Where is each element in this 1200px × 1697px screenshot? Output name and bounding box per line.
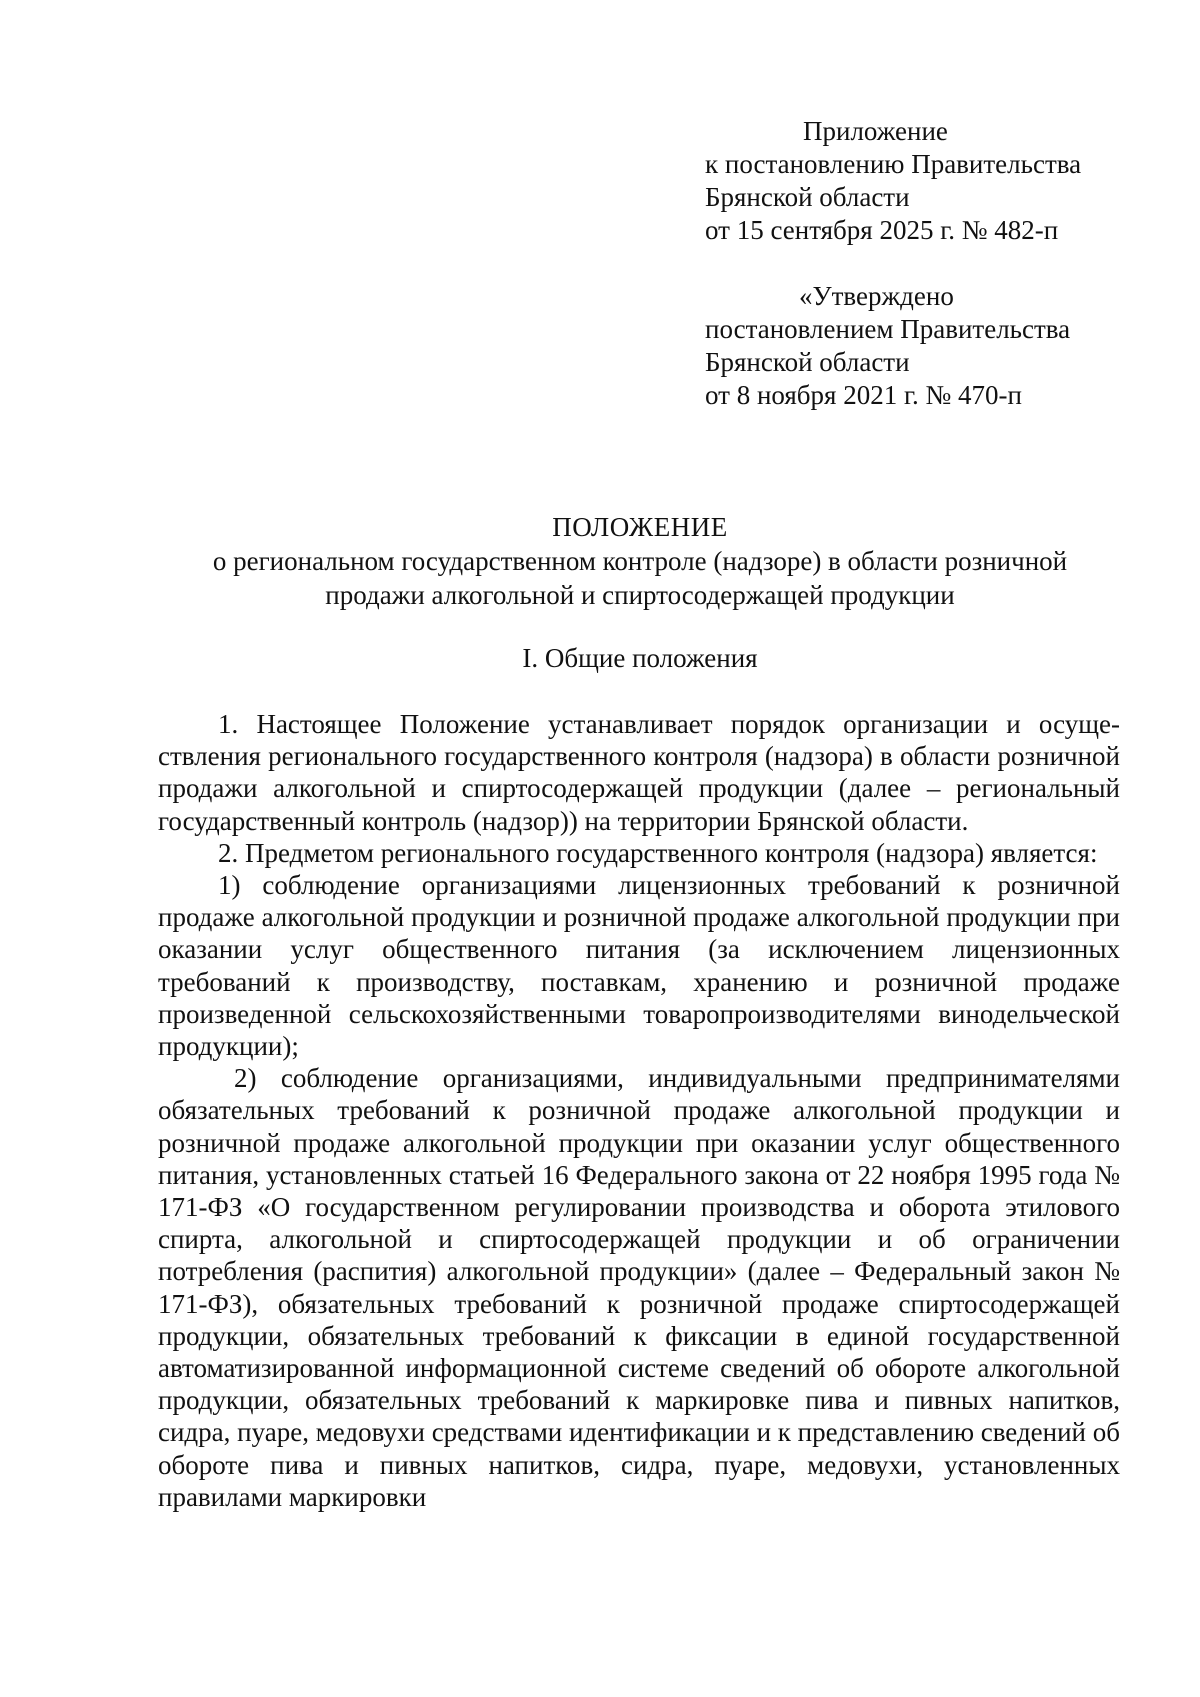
paragraph: 2. Предметом регионального государственного контроля (надзора) является: (218, 837, 1098, 868)
document-title-block (160, 510, 1120, 612)
paragraph: 1. Настоящее Положение устанавливает порядок организации и осуществления регионального государственного контроля (надзора) в области розничной продажи алкогольной и спиртосодержащей продукции (далее – региональный государственный контроль (надзор)) на территории Брянской области. (158, 709, 1120, 836)
document-body (158, 708, 1120, 1513)
annex-line: от 15 сентября 2025 г. № 482-п (705, 215, 1059, 245)
paragraph: 2) соблюдение организациями, индивидуальными предпринимателями обязательных требований к розничной продаже алкогольной продукции и розничной продаже алкогольной продукции при оказании услуг общественного питания, установленных статьей 16 Федерального закона от 22 ноября 1995 года № 171-ФЗ «О государственном регулировании производства и оборота этилового спирта, алкогольной и спиртосодержащей продукции и об ограничении потребления (распития) алкогольной продукции» (далее – Федеральный закон № 171-ФЗ), обязательных требований к розничной продаже спиртосодержащей продукции, обязательных требований к фиксации в единой государственной автоматизированной информационной системе сведений об обороте алкогольной продукции, обязательных требований к маркировке пива и пивных напитков, сидра, пуаре, медовухи средствами идентификации и к представлению сведений об обороте пива и пивных напитков, сидра, пуаре, медовухи, установленных правилами маркировки (158, 1063, 1120, 1512)
annex-header (705, 115, 1145, 247)
approval-line: Брянской области (705, 347, 910, 377)
approval-line: от 8 ноября 2021 г. № 470-п (705, 380, 1022, 410)
annex-line: Приложение (803, 116, 948, 146)
paragraph: 1) соблюдение организациями лицензионных требований к розничной продаже алкогольной продукции и розничной продаже алкогольной продукции при оказании услуг общественного питания (за исключением лицензионных требований к производству, поставкам, хранению и розничной продаже произведенной сельскохозяйственными товаропроизводителями винодельческой продукции); (158, 870, 1120, 1062)
approval-stamp-header (705, 280, 1145, 412)
section-heading: I. Общие положения (522, 643, 758, 673)
document-subtitle-line: о региональном государственном контроле (надзоре) в области розничной (212, 546, 1068, 576)
annex-line: Брянской области (705, 182, 910, 212)
document-subtitle-line: продажи алкогольной и спиртосодержащей продукции (325, 580, 955, 610)
approval-line: постановлением Правительства (705, 314, 1071, 344)
document-title: ПОЛОЖЕНИЕ (552, 512, 728, 542)
annex-line: к постановлению Правительства (705, 149, 1082, 179)
approval-line: «Утверждено (799, 281, 954, 311)
